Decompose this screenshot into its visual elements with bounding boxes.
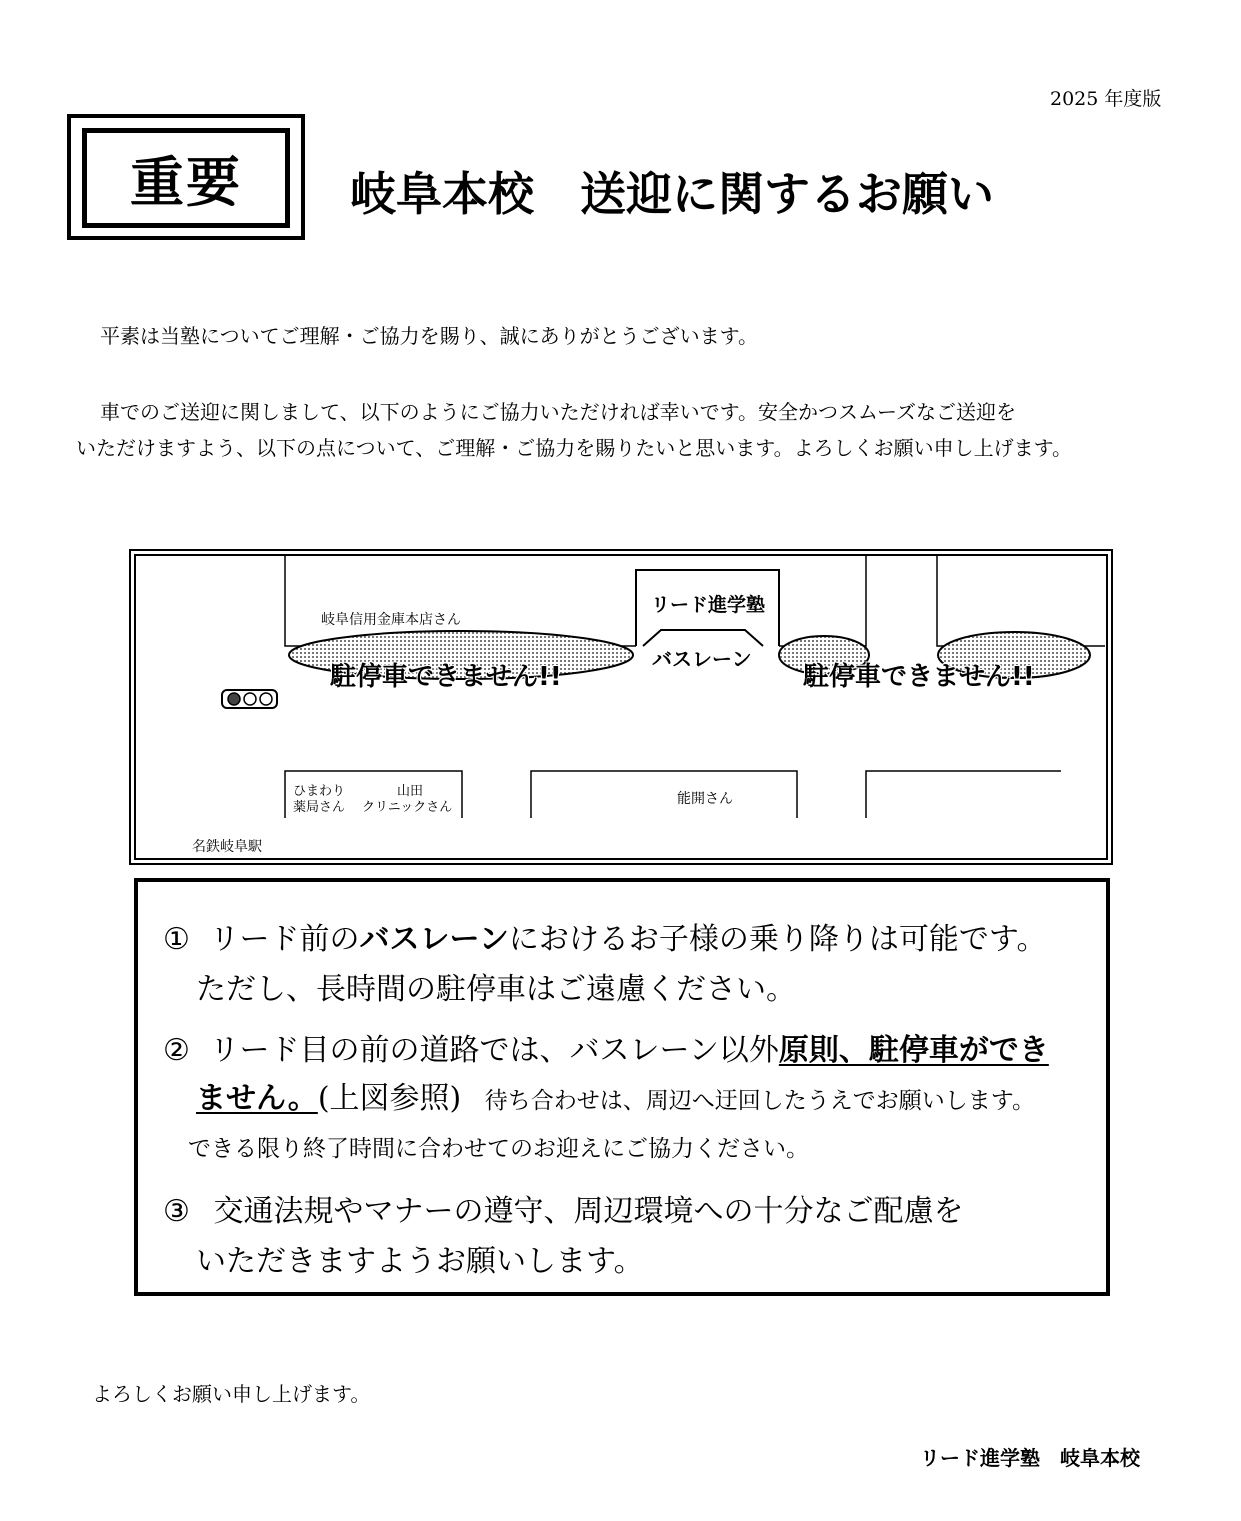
rule-1-number: ①	[163, 922, 190, 957]
map-label-bus-lane: バスレーン	[652, 647, 752, 671]
map-label-no-parking-left: 駐停車できません!!	[330, 662, 562, 692]
page-title: 岐阜本校 送迎に関するお願い	[350, 167, 994, 221]
map-label-no-parking-right: 駐停車できません!!	[803, 662, 1035, 692]
map-label-clinic-1: 山田	[397, 784, 424, 799]
rule-2-line3: できる限り終了時間に合わせてのお迎えにご協力ください。	[188, 1136, 809, 1162]
closing-text: よろしくお願い申し上げます。	[92, 1382, 371, 1406]
rule-2-line2	[196, 1073, 1035, 1117]
rule-1-text-a: リード前の	[209, 922, 360, 957]
edition-label: 2025 年度版	[1050, 88, 1162, 110]
map-label-clinic-2: クリニックさん	[362, 800, 453, 815]
rule-3-text: 交通法規やマナーの遵守、周辺環境への十分なご配慮を	[213, 1194, 964, 1229]
map-label-pharmacy-1: ひまわり	[293, 784, 346, 799]
rule-2-no-parking-a: 原則、駐停車ができ	[778, 1033, 1049, 1068]
bottom-right-building	[866, 771, 1061, 818]
rule-3-number: ③	[163, 1194, 190, 1229]
rule-2-waiting: 待ち合わせは、周辺へ迂回したうえでお願いします。	[484, 1088, 1035, 1114]
rule-2-number: ②	[163, 1033, 190, 1068]
rule-3-line1	[163, 1186, 963, 1230]
signature: リード進学塾 岐阜本校	[920, 1446, 1140, 1470]
rule-1-bus-lane: バスレーン	[359, 922, 509, 957]
rule-2-no-parking-b: ません。	[196, 1081, 318, 1116]
map-label-bank: 岐阜信用金庫本店さん	[321, 612, 461, 628]
rule-1-line2: ただし、長時間の駐停車はご遠慮ください。	[196, 972, 796, 1007]
map-label-school: リード進学塾	[651, 594, 766, 616]
intro-request-line1: 車でのご送迎に関しまして、以下のようにご協力いただければ幸いです。安全かつスムーズなご送迎を	[100, 400, 1016, 424]
rule-1-text-c: におけるお子様の乗り降りは可能です。	[508, 922, 1047, 957]
rule-1-line1	[163, 914, 1046, 958]
rule-2-see-figure: (上図参照)	[317, 1081, 462, 1116]
map-label-station: 名鉄岐阜駅	[192, 839, 262, 855]
important-badge-text: 重要	[130, 150, 242, 214]
rule-2-line1	[163, 1025, 1049, 1069]
rule-3-line2: いただきますようお願いします。	[196, 1244, 644, 1279]
right-building-1	[779, 556, 866, 646]
nokai-building	[531, 771, 797, 818]
traffic-light-icon	[222, 690, 277, 708]
rule-2-text-a: リード目の前の道路では、バスレーン以外	[209, 1033, 779, 1068]
intro-request-line2: いただけますよう、以下の点について、ご理解・ご協力を賜りたいと思います。よろしくお願い申し上げます。	[76, 436, 1072, 460]
map-label-pharmacy-2: 薬局さん	[293, 800, 346, 815]
map-label-nokai: 能開さん	[677, 791, 733, 807]
intro-greeting: 平素は当塾についてご理解・ご協力を賜り、誠にありがとうございます。	[100, 324, 758, 348]
